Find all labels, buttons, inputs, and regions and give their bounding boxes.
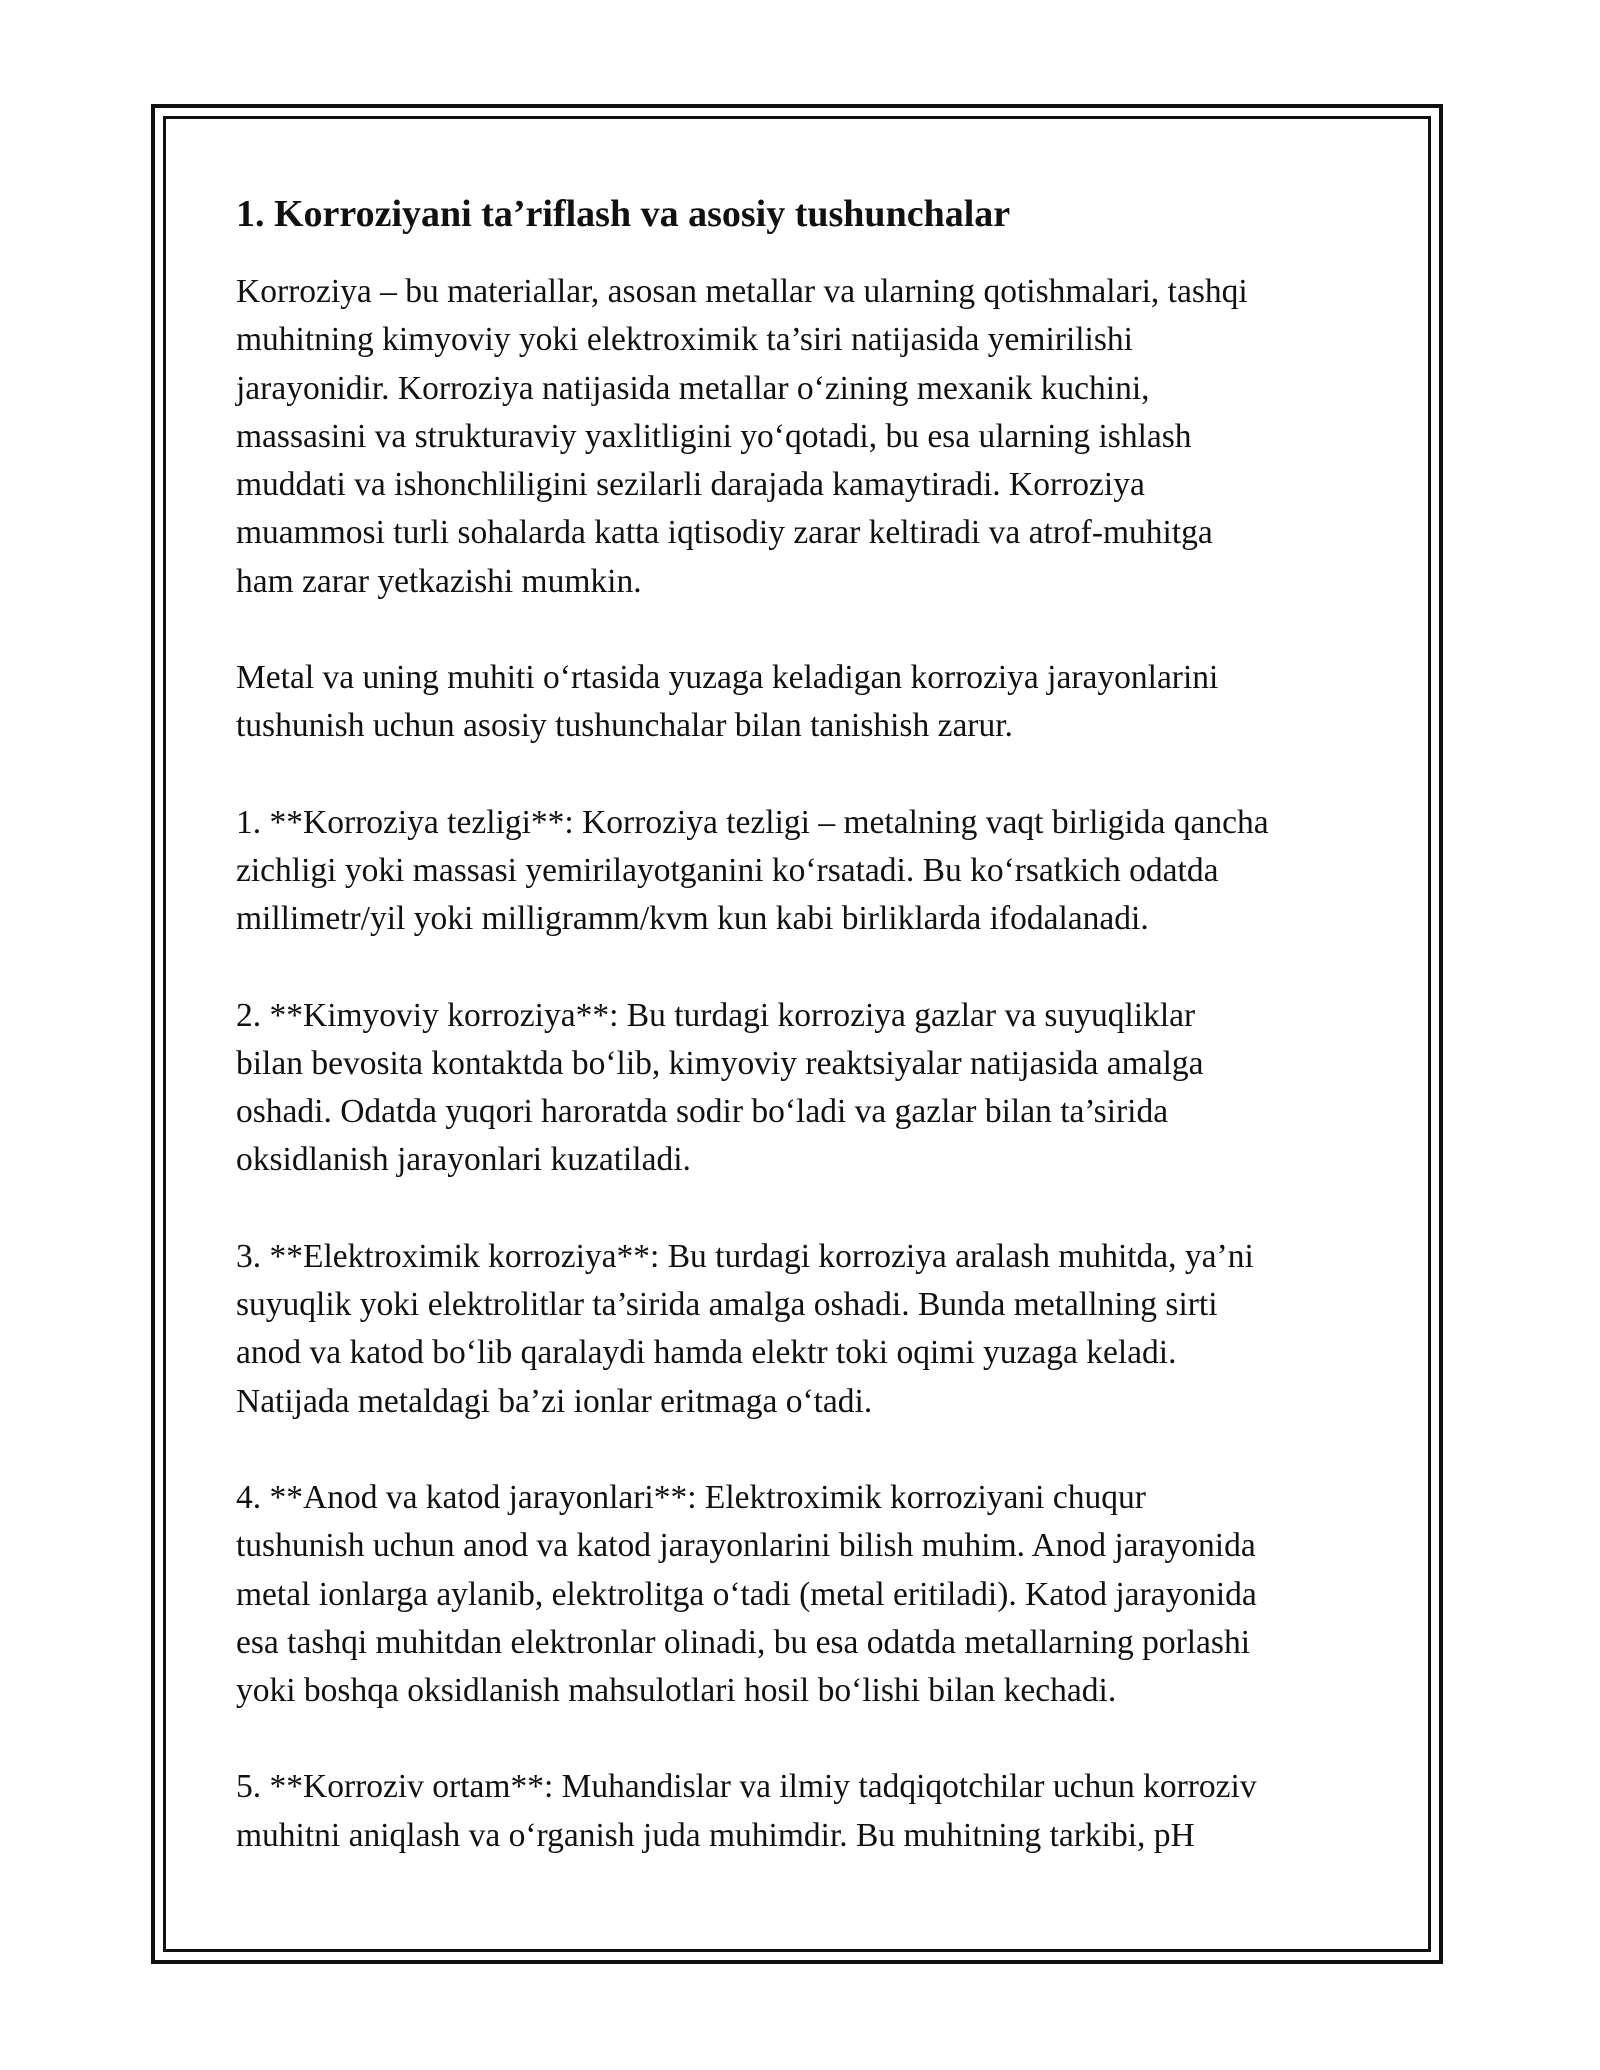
document-body (236, 190, 1386, 1908)
text-line: 1. **Korroziya tezligi**: Korroziya tezligi – metalning vaqt birligida qancha (236, 803, 1269, 841)
text-line: millimetr/yil yoki milligramm/kvm kun kabi birliklarda ifodalanadi. (236, 900, 1149, 938)
section-heading: 1. Korroziyani ta’riflash va asosiy tushunchalar (236, 193, 1011, 235)
text-line: tushunish uchun asosiy tushunchalar bilan tanishish zarur. (236, 707, 1013, 745)
list-item-electrochemical-corrosion (236, 1233, 1386, 1426)
text-line: 5. **Korroziv ortam**: Muhandislar va ilmiy tadqiqotchilar uchun korroziv (236, 1768, 1257, 1806)
text-line: oshadi. Odatda yuqori haroratda sodir bo‘ladi va gazlar bilan ta’sirida (236, 1093, 1169, 1131)
text-line: metal ionlarga aylanib, elektrolitga o‘tadi (metal eritiladi). Katod jarayonida (236, 1575, 1257, 1613)
list-item-corrosion-rate (236, 799, 1386, 944)
text-line: Korroziya – bu materiallar, asosan metallar va ularning qotishmalari, tashqi (236, 273, 1248, 310)
text-line: 4. **Anod va katod jarayonlari**: Elektroximik korroziyani chuqur (236, 1478, 1146, 1516)
text-line: bilan bevosita kontaktda bo‘lib, kimyoviy reaktsiyalar natijasida amalga (236, 1044, 1204, 1082)
paragraph-definition (236, 268, 1386, 606)
text-line: Natijada metaldagi ba’zi ionlar eritmaga o‘tadi. (236, 1382, 873, 1420)
text-line: yoki boshqa oksidlanish mahsulotlari hosil bo‘lishi bilan kechadi. (236, 1672, 1117, 1710)
text-line: muammosi turli sohalarda katta iqtisodiy zarar keltiradi va atrof-muhitga (236, 514, 1213, 552)
text-line: muhitni aniqlash va o‘rganish juda muhimdir. Bu muhitning tarkibi, pH (236, 1816, 1195, 1854)
paragraph-intro (236, 654, 1386, 751)
text-line: zichligi yoki massasi yemirilayotganini ko‘rsatadi. Bu ko‘rsatkich odatda (236, 851, 1219, 889)
text-line: muddati va ishonchliligini sezilarli darajada kamaytiradi. Korroziya (236, 466, 1145, 504)
text-line: massasini va strukturaviy yaxlitligini yo‘qotadi, bu esa ularning ishlash (236, 417, 1192, 455)
text-line: jarayonidir. Korroziya natijasida metallar o‘zining mexanik kuchini, (236, 369, 1150, 407)
text-line: 3. **Elektroximik korroziya**: Bu turdagi korroziya aralash muhitda, ya’ni (236, 1237, 1254, 1275)
text-line: 2. **Kimyoviy korroziya**: Bu turdagi korroziya gazlar va suyuqliklar (236, 996, 1196, 1034)
text-line: oksidlanish jarayonlari kuzatiladi. (236, 1141, 691, 1179)
text-line: esa tashqi muhitdan elektronlar olinadi, bu esa odatda metallarning porlashi (236, 1623, 1251, 1661)
list-item-anode-cathode (236, 1474, 1386, 1715)
text-line: Metal va uning muhiti o‘rtasida yuzaga keladigan korroziya jarayonlarini (236, 659, 1219, 697)
text-line: muhitning kimyoviy yoki elektroximik ta’siri natijasida yemirilishi (236, 321, 1133, 359)
text-line: ham zarar yetkazishi mumkin. (236, 562, 642, 600)
list-item-corrosive-medium (236, 1763, 1386, 1860)
text-line: tushunish uchun anod va katod jarayonlarini bilish muhim. Anod jarayonida (236, 1527, 1256, 1565)
text-line: suyuqlik yoki elektrolitlar ta’sirida amalga oshadi. Bunda metallning sirti (236, 1286, 1218, 1324)
text-line: anod va katod bo‘lib qaralaydi hamda elektr toki oqimi yuzaga keladi. (236, 1334, 1177, 1372)
list-item-chemical-corrosion (236, 992, 1386, 1185)
